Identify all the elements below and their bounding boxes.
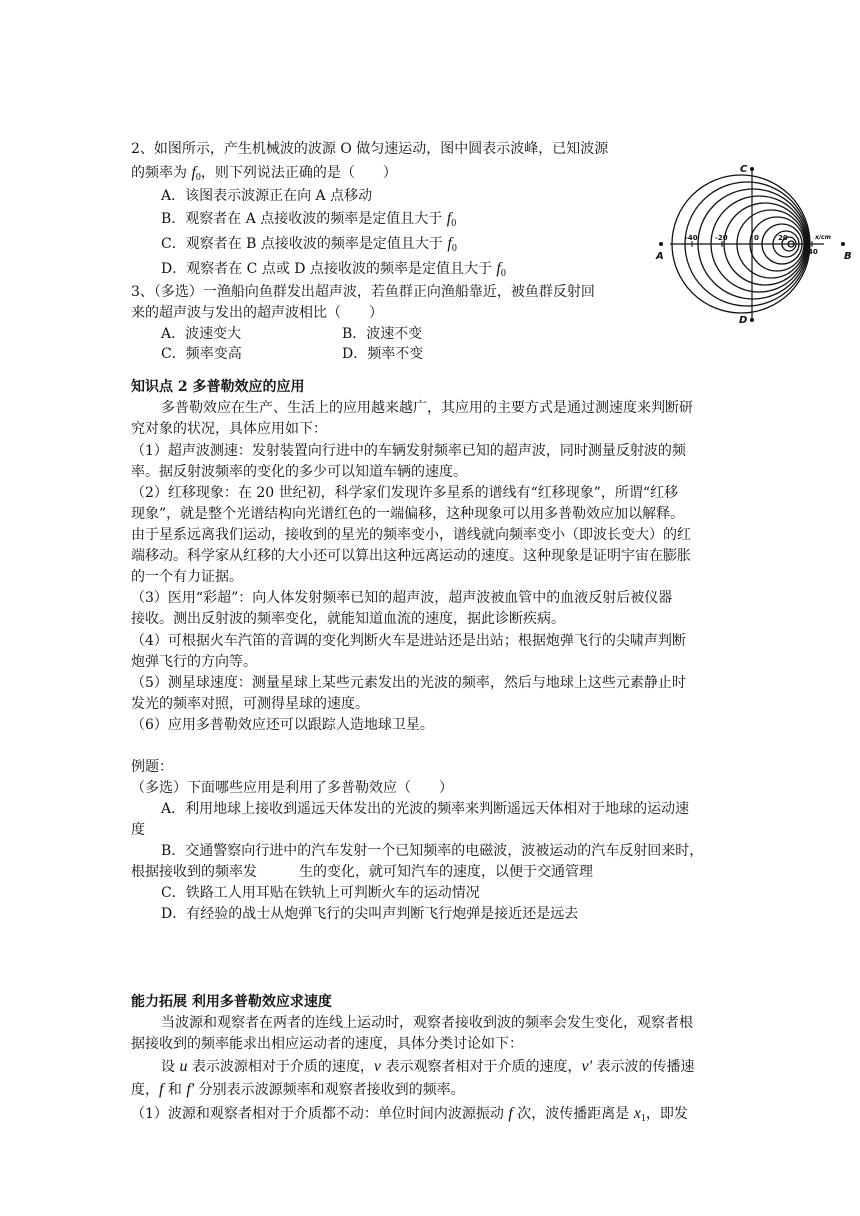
- definition-text: 度，: [131, 1082, 159, 1098]
- subscript-1: 1: [640, 1113, 646, 1124]
- tick-label-20: 20: [778, 234, 788, 242]
- definition-text: 设: [161, 1059, 180, 1075]
- ability-definition-line-1: [161, 1056, 694, 1078]
- kp2-item-2-line-4: 端移动。科学家从红移的大小还可以算出这种远离运动的速度。这种现象是证明宇宙在膨胀: [131, 548, 691, 564]
- q2-option-a: A．该图表示波源正在向 A 点移动: [161, 188, 373, 204]
- case-text: （1）波源和观察者相对于介质都不动：单位时间内波源振动: [131, 1106, 509, 1122]
- q2-stem-line-1: 2、如图所示，产生机械波的波源 O 做匀速运动，图中圆表示波峰，已知波源: [131, 141, 609, 157]
- option-text: C．观察者在 B 点接收波的频率是定值且大于: [161, 236, 448, 252]
- symbol-f: f: [159, 1081, 164, 1098]
- subscript-0: 0: [195, 172, 201, 183]
- example-label: 例题：: [131, 759, 173, 775]
- doppler-wavefront-figure: [652, 158, 858, 328]
- point-b-label: B: [844, 251, 852, 262]
- symbol-f: f: [447, 235, 452, 252]
- q2-option-c: [161, 233, 457, 255]
- kp2-item-4-line-1: （4）可根据火车汽笛的音调的变化判断火车是进站还是出站；根据炮弹飞行的尖啸声判断: [131, 633, 686, 649]
- example-option-b-line-2: [131, 861, 593, 883]
- q3-stem-line-2: 来的超声波与发出的超声波相比（ ）: [131, 305, 383, 321]
- definition-text: 分别表示波源频率和观察者接收到的频率。: [194, 1082, 465, 1098]
- subscript-0: 0: [451, 218, 457, 229]
- symbol-f: f: [191, 164, 196, 181]
- kp2-item-5-line-1: （5）测星球速度：测量星球上某些元素发出的光波的频率，然后与地球上这些元素静止时: [131, 675, 686, 691]
- tick-label-40: 40: [808, 248, 818, 256]
- point-d-dot: [750, 318, 754, 322]
- example-option-a-line-2: 度: [131, 822, 145, 838]
- kp2-intro-line-2: 究对象的状况，具体应用如下：: [131, 421, 327, 437]
- symbol-v-prime: v': [581, 1058, 592, 1075]
- symbol-f-prime: f': [186, 1081, 195, 1098]
- kp2-intro-line-1: 多普勒效应在生产、生活上的应用越来越广，其应用的主要方式是通过测速度来判断研: [161, 400, 693, 416]
- symbol-f: f: [446, 210, 452, 227]
- example-option-c: C．铁路工人用耳贴在铁轨上可判断火车的运动情况: [161, 885, 480, 901]
- q2-option-b: [161, 208, 456, 230]
- symbol-f: f: [508, 1105, 513, 1122]
- point-c-dot: [750, 167, 754, 171]
- formula-x1: [634, 1105, 646, 1122]
- q3-option-c: C．频率变高: [161, 346, 242, 362]
- subscript-0: 0: [451, 243, 457, 254]
- formula-f0: [496, 260, 505, 277]
- subscript-0: 0: [500, 268, 506, 279]
- ability-intro-line-2: 据接收到的频率能求出相应运动者的速度，具体分类讨论如下：: [131, 1036, 523, 1052]
- tick-label-m20: -20: [715, 234, 728, 242]
- definition-text: 和: [163, 1082, 187, 1098]
- symbol-u: u: [179, 1058, 188, 1075]
- section-heading-kp2: 知识点 2 多普勒效应的应用: [131, 379, 305, 395]
- q3-option-a: A．波速变大: [161, 326, 242, 342]
- symbol-x: x: [633, 1105, 641, 1122]
- example-stem: （多选）下面哪些应用是利用了多普勒效应（ ）: [131, 780, 453, 796]
- ability-case-1-line-1: [131, 1103, 688, 1125]
- point-a-label: A: [656, 251, 664, 262]
- kp2-item-1-line-2: 率。据反射波频率的变化的多少可以知道车辆的速度。: [131, 464, 467, 480]
- option-text: B．观察者在 A 点接收波的频率是定值且大于: [161, 211, 447, 227]
- q2-text: 的频率为: [131, 165, 192, 181]
- kp2-item-2-line-5: 的一个有力证据。: [131, 569, 243, 585]
- q3-stem-line-1: 3、（多选）一渔船向鱼群发出超声波，若鱼群正向渔船靠近，被鱼群反射回: [131, 284, 595, 300]
- kp2-item-3-line-1: （3）医用“彩超”：向人体发射频率已知的超声波，超声波被血管中的血液反射后被仪器: [131, 590, 673, 606]
- tick-label-m40: -40: [685, 234, 698, 242]
- axis-unit-label: x/cm: [815, 234, 831, 241]
- symbol-v: v: [373, 1058, 382, 1075]
- case-text: ，即发: [645, 1106, 688, 1122]
- q2-text: ，则下列说法正确的是（ ）: [200, 165, 397, 181]
- point-b-dot: [841, 242, 845, 246]
- kp2-item-2-line-1: （2）红移现象：在 20 世纪初，科学家们发现许多星系的谱线有“红移现象”，所谓“红移: [131, 485, 679, 501]
- kp2-item-4-line-2: 炮弹飞行的方向等。: [131, 654, 257, 670]
- definition-text: 表示波源相对于介质的速度，: [187, 1059, 374, 1075]
- example-option-d: D．有经验的战士从炮弹飞行的尖叫声判断飞行炮弹是接近还是远去: [161, 906, 579, 922]
- kp2-item-2-line-2: 现象”，就是整个光谱结构向光谱红色的一端偏移，这种现象可以用多普勒效应加以解释。: [131, 506, 685, 522]
- tick-label-0: 0: [754, 234, 759, 242]
- formula-f0: [447, 210, 456, 227]
- point-d-label: D: [739, 315, 748, 326]
- option-text: 生的变化，就可知汽车的速度，以便于交通管理: [299, 864, 593, 880]
- kp2-item-3-line-2: 接收。测出反射波的频率变化，就能知道血流的速度，据此诊断疾病。: [131, 611, 565, 627]
- kp2-item-1-line-1: （1）超声波测速：发射装置向行进中的车辆发射频率已知的超声波，同时测量反射波的频: [131, 443, 686, 459]
- section-heading-ability: 能力拓展 利用多普勒效应求速度: [131, 994, 332, 1010]
- q2-stem-line-2: [131, 162, 397, 184]
- kp2-item-6: （6）应用多普勒效应还可以跟踪人造地球卫星。: [131, 717, 434, 733]
- q3-option-d: D．频率不变: [342, 346, 424, 362]
- point-a-dot: [659, 242, 663, 246]
- case-text: 次，波传播距离是: [512, 1106, 634, 1122]
- formula-f0: [191, 164, 200, 181]
- q3-option-b: B．波速不变: [342, 326, 423, 342]
- option-text: 根据接收到的频率发: [131, 864, 257, 880]
- kp2-item-5-line-2: 发光的频率对照，可测得星球的速度。: [131, 696, 369, 712]
- formula-f0: [447, 235, 456, 252]
- ability-definition-line-2: [131, 1079, 465, 1101]
- definition-text: 表示观察者相对于介质的速度，: [381, 1059, 582, 1075]
- example-option-b-line-1: B．交通警察向行进中的汽车发射一个已知频率的电磁波，波被运动的汽车反射回来时，: [161, 843, 704, 859]
- definition-text: 表示波的传播速: [592, 1059, 695, 1075]
- q2-option-d: [161, 258, 506, 280]
- example-option-a-line-1: A．利用地球上接收到遥远天体发出的光波的频率来判断遥远天体相对于地球的运动速: [161, 801, 690, 817]
- point-c-label: C: [740, 164, 748, 175]
- ability-intro-line-1: 当波源和观察者在两者的连线上运动时，观察者接收到波的频率会发生变化，观察者根: [161, 1015, 693, 1031]
- symbol-f: f: [496, 260, 501, 277]
- kp2-item-2-line-3: 由于星系远离我们运动，接收到的星光的频率变小，谱线就向频率变小（即波长变大）的红: [131, 527, 691, 543]
- option-text: D．观察者在 C 点或 D 点接收波的频率是定值且大于: [161, 261, 497, 277]
